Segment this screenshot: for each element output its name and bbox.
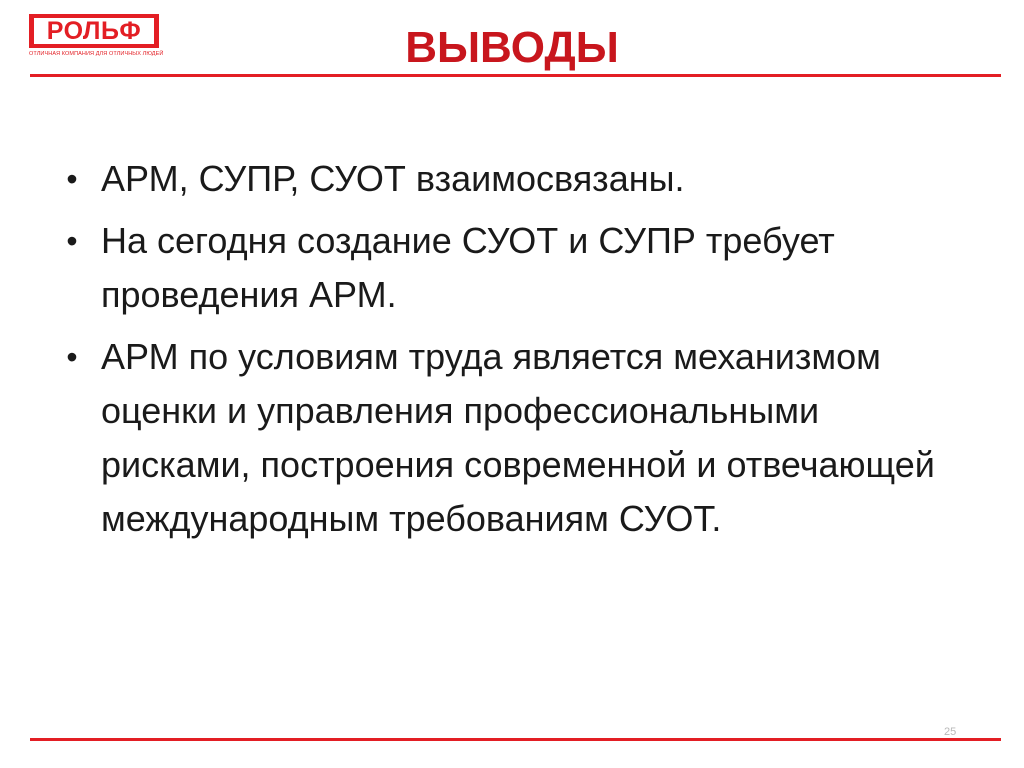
bullet-item: [60, 152, 960, 206]
bullet-text: АРМ по условиям труда является механизмом оценки и управления профессиональными рисками, построения современной и отвечающей международным требованиям СУОТ.: [101, 336, 935, 539]
bullet-text: АРМ, СУПР, СУОТ взаимосвязаны.: [101, 158, 685, 199]
bullet-icon: •: [66, 161, 78, 197]
bullet-item: [60, 214, 960, 322]
slide-title: ВЫВОДЫ: [405, 23, 619, 72]
bullet-list: [60, 152, 960, 554]
logo-wordmark: РОЛЬФ: [46, 17, 142, 45]
page-number: 25: [944, 726, 957, 738]
title-underline: [30, 74, 1001, 77]
bullet-icon: •: [66, 223, 78, 259]
logo-tagline: ОТЛИЧНАЯ КОМПАНИЯ ДЛЯ ОТЛИЧНЫХ ЛЮДЕЙ: [29, 51, 164, 57]
bullet-text: На сегодня создание СУОТ и СУПР требует проведения АРМ.: [101, 220, 835, 315]
bullet-item: [60, 330, 960, 546]
footer-rule: [30, 738, 1001, 741]
bullet-icon: •: [66, 339, 78, 375]
